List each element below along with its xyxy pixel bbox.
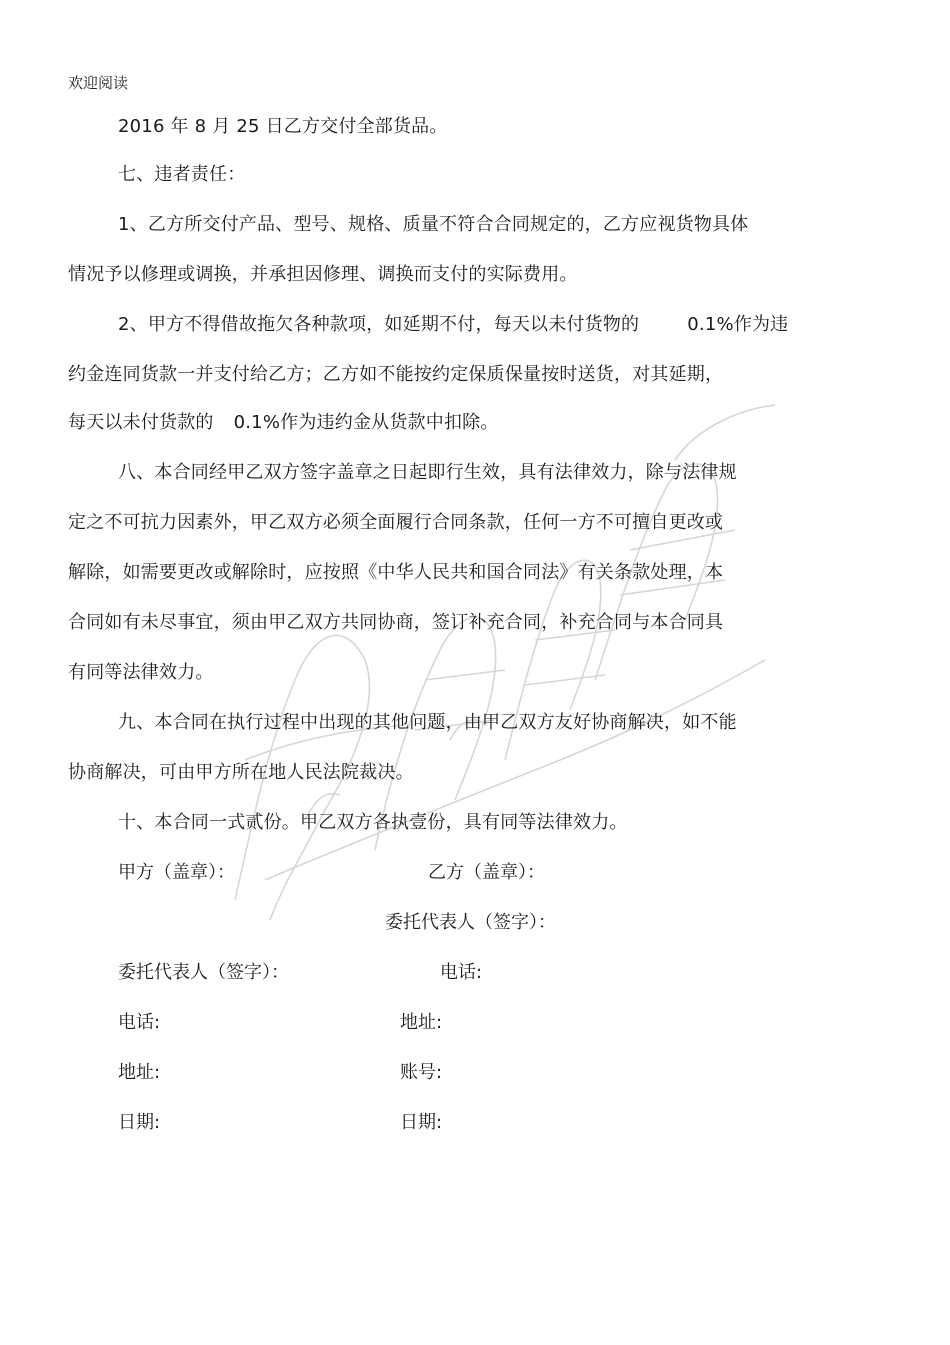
page-header: 欢迎阅读 xyxy=(68,74,129,92)
paragraph-text: 2、甲方不得借故拖欠各种款项，如延期不付，每天以未付货物的 xyxy=(118,314,640,335)
party-b-phone-label: 电话: xyxy=(440,962,483,983)
paragraph-line: 情况予以修理或调换，并承担因修理、调换而支付的实际费用。 xyxy=(68,264,578,285)
paragraph-line: 协商解决，可由甲方所在地人民法院裁决。 xyxy=(68,762,414,783)
party-a-date-label: 日期: xyxy=(118,1112,161,1133)
party-b-address-label: 地址: xyxy=(400,1012,443,1033)
watermark-stroke xyxy=(525,630,615,685)
party-a-rep-label: 委托代表人（签字）： xyxy=(118,962,289,983)
paragraph-line: 九、本合同在执行过程中出现的其他问题，由甲乙双方友好协商解决，如不能 xyxy=(118,712,737,733)
paragraph-text: 每天以未付货款的 xyxy=(68,412,214,433)
paragraph-line: 2016 年 8 月 25 日乙方交付全部货品。 xyxy=(118,116,448,137)
paragraph-text: 0.1%作为违约金从货款中扣除。 xyxy=(233,412,499,433)
watermark-stroke xyxy=(675,405,775,460)
paragraph-line: 定之不可抗力因素外，甲乙双方必须全面履行合同条款，任何一方不可擅自更改或 xyxy=(68,512,724,533)
party-b-account-label: 账号: xyxy=(400,1062,443,1083)
paragraph-line: 合同如有未尽事宜，须由甲乙双方共同协商，签订补充合同，补充合同与本合同具 xyxy=(68,612,724,633)
party-b-seal-label: 乙方（盖章）： xyxy=(428,862,545,883)
party-b-date-label: 日期: xyxy=(400,1112,443,1133)
section-heading: 七、违者责任： xyxy=(118,164,246,185)
paragraph-line: 有同等法律效力。 xyxy=(68,662,214,683)
party-a-address-label: 地址: xyxy=(118,1062,161,1083)
party-a-seal-label: 甲方（盖章）： xyxy=(118,862,235,883)
paragraph-line: 十、本合同一式贰份。甲乙双方各执壹份，具有同等法律效力。 xyxy=(118,812,628,833)
paragraph-text: 0.1%作为违 xyxy=(687,314,789,335)
party-b-rep-label: 委托代表人（签字）： xyxy=(385,912,556,933)
paragraph-line xyxy=(118,310,788,336)
party-a-phone-label: 电话: xyxy=(118,1012,161,1033)
paragraph-line: 八、本合同经甲乙双方签字盖章之日起即行生效，具有法律效力，除与法律规 xyxy=(118,462,737,483)
paragraph-line xyxy=(68,408,499,434)
paragraph-line: 解除，如需要更改或解除时，应按照《中华人民共和国合同法》有关条款处理，本 xyxy=(68,562,724,583)
paragraph-line: 1、乙方所交付产品、型号、规格、质量不符合合同规定的，乙方应视货物具体 xyxy=(118,214,749,235)
paragraph-line: 约金连同货款一并支付给乙方；乙方如不能按约定保质保量按时送货，对其延期， xyxy=(68,364,724,385)
